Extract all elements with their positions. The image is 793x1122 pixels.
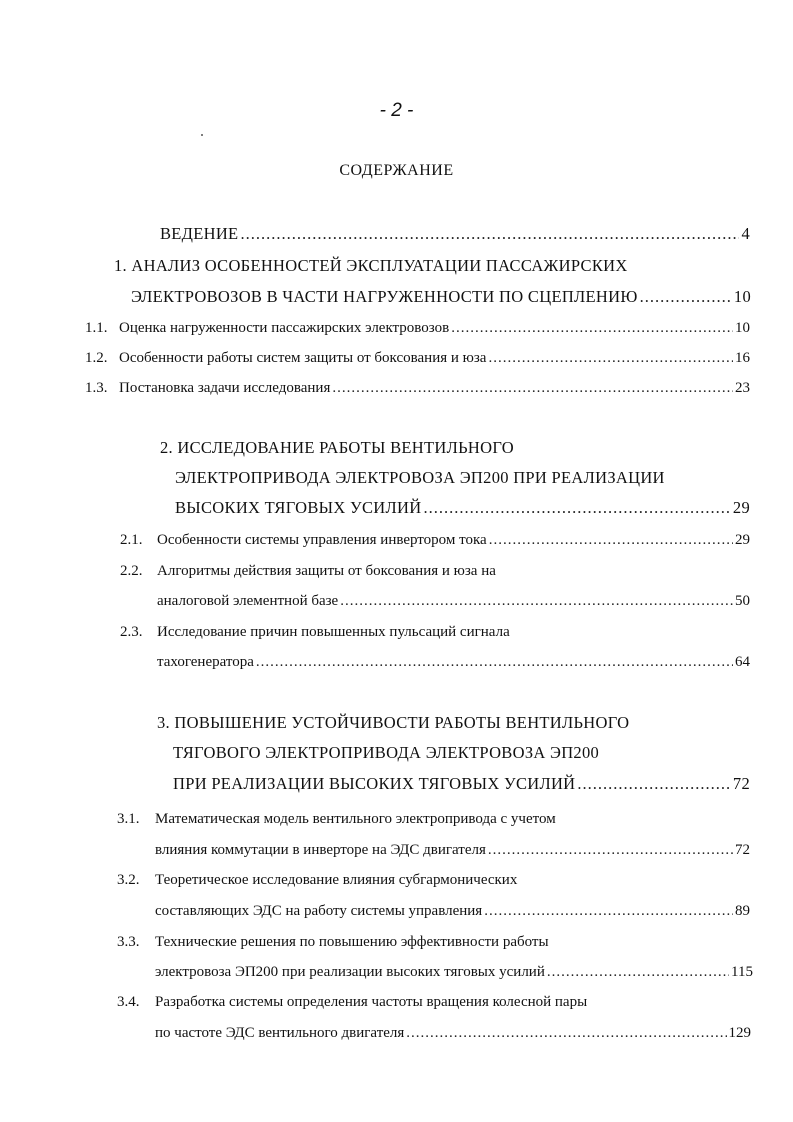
chapter-2-title-line-2: ЭЛЕКТРОПРИВОДА ЭЛЕКТРОВОЗА ЭП200 ПРИ РЕАЛИЗАЦИИ (175, 468, 665, 487)
section-title: Оценка нагруженности пассажирских электровозов (119, 320, 450, 336)
toc-entry-2-3-line-2 (157, 652, 750, 672)
section-page: 72 (735, 842, 750, 858)
section-title-continued: влияния коммутации в инверторе на ЭДС двигателя (155, 842, 486, 858)
toc-entry-page: 72 (732, 774, 750, 793)
section-page: 50 (735, 593, 750, 609)
toc-entry-chapter-2 (175, 498, 750, 518)
section-title: Исследование причин повышенных пульсаций сигнала (157, 624, 510, 640)
section-page: 29 (735, 532, 750, 548)
chapter-1-title-line-1: 1. АНАЛИЗ ОСОБЕННОСТЕЙ ЭКСПЛУАТАЦИИ ПАССАЖИРСКИХ (114, 256, 628, 275)
toc-entry-2-2-line-1 (120, 561, 496, 581)
toc-entry-3-3-line-1 (117, 932, 549, 952)
toc-entry-1-2 (85, 348, 750, 368)
section-number: 3.2. (117, 872, 140, 888)
toc-entry-2-2-line-2 (157, 591, 750, 611)
toc-entry-intro (160, 224, 750, 244)
toc-entry-page: 10 (733, 287, 751, 306)
section-title: Особенности работы систем защиты от боксования и юза (119, 350, 487, 366)
dot-leader (577, 774, 730, 794)
section-page: 10 (735, 320, 750, 336)
section-number: 2.2. (120, 563, 143, 579)
section-title: Математическая модель вентильного электропривода с учетом (155, 811, 556, 827)
section-title: Особенности системы управления инвертором тока (157, 532, 487, 548)
dot-leader (488, 348, 733, 368)
chapter-3-title-line-2: ТЯГОВОГО ЭЛЕКТРОПРИВОДА ЭЛЕКТРОВОЗА ЭП200 (173, 743, 600, 762)
section-title-continued: составляющих ЭДС на работу системы управления (155, 903, 483, 919)
chapter-2-title-line-3: ВЫСОКИХ ТЯГОВЫХ УСИЛИЙ (175, 498, 422, 517)
toc-entry-3-1-line-2 (155, 840, 750, 860)
toc-entry-title: ВЕДЕНИЕ (160, 224, 239, 243)
section-number: 2.1. (120, 532, 143, 548)
toc-entry-3-2-line-2 (155, 901, 750, 921)
dot-leader (340, 591, 733, 611)
chapter-2-title-line-1: 2. ИССЛЕДОВАНИЕ РАБОТЫ ВЕНТИЛЬНОГО (160, 438, 514, 457)
chapter-3-title-line-1: 3. ПОВЫШЕНИЕ УСТОЙЧИВОСТИ РАБОТЫ ВЕНТИЛЬНОГО (157, 713, 630, 732)
toc-entry-3-1-line-1 (117, 809, 556, 829)
section-number: 2.3. (120, 624, 143, 640)
section-title-continued: аналоговой элементной базе (157, 593, 339, 609)
section-title-continued: электровоза ЭП200 при реализации высоких тяговых усилий (155, 964, 545, 980)
dot-leader (640, 287, 732, 307)
section-number: 1.1. (85, 320, 108, 336)
section-title: Постановка задачи исследования (119, 380, 331, 396)
chapter-3-title-line-3: ПРИ РЕАЛИЗАЦИИ ВЫСОКИХ ТЯГОВЫХ УСИЛИЙ (173, 774, 576, 793)
section-page: 23 (735, 380, 750, 396)
page-number: - 2 - (379, 100, 414, 121)
toc-entry-3-4-line-1 (117, 992, 587, 1012)
section-number: 3.1. (117, 811, 140, 827)
dot-leader (240, 224, 739, 244)
dot-leader (406, 1023, 726, 1043)
dot-leader (489, 530, 733, 550)
dot-leader (547, 962, 729, 982)
section-title: Технические решения по повышению эффективности работы (155, 934, 549, 950)
dot-leader (332, 378, 733, 398)
section-title: Алгоритмы действия защиты от боксования и юза на (157, 563, 496, 579)
section-number: 1.2. (85, 350, 108, 366)
section-page: 16 (735, 350, 750, 366)
section-number: 3.4. (117, 994, 140, 1010)
section-number: 1.3. (85, 380, 108, 396)
section-page: 115 (731, 964, 753, 980)
section-page: 129 (728, 1025, 751, 1041)
dot-leader (256, 652, 733, 672)
dot-leader (423, 498, 730, 518)
dot-leader (488, 840, 733, 860)
toc-heading: СОДЕРЖАНИЕ (339, 162, 454, 179)
chapter-1-title-line-2: ЭЛЕКТРОВОЗОВ В ЧАСТИ НАГРУЖЕННОСТИ ПО СЦЕПЛЕНИЮ (131, 287, 638, 306)
dot-leader (484, 901, 733, 921)
section-page: 89 (735, 903, 750, 919)
toc-entry-3-3-line-2 (155, 962, 753, 982)
section-title-continued: по частоте ЭДС вентильного двигателя (155, 1025, 405, 1041)
toc-entry-3-2-line-1 (117, 870, 517, 890)
toc-entry-2-1 (120, 530, 750, 550)
toc-entry-3-4-line-2 (155, 1023, 751, 1043)
toc-entry-chapter-3 (173, 774, 750, 794)
toc-entry-page: 4 (741, 224, 750, 243)
section-title: Разработка системы определения частоты вращения колесной пары (155, 994, 588, 1010)
toc-entry-page: 29 (732, 498, 750, 517)
toc-entry-1-1 (85, 318, 750, 338)
toc-entry-1-3 (85, 378, 750, 398)
section-title: Теоретическое исследование влияния субгармонических (155, 872, 518, 888)
toc-entry-chapter-1 (131, 287, 751, 307)
section-page: 64 (735, 654, 750, 670)
toc-entry-2-3-line-1 (120, 622, 510, 642)
scan-speck (201, 134, 203, 136)
section-title-continued: тахогенератора (157, 654, 254, 670)
dot-leader (451, 318, 733, 338)
section-number: 3.3. (117, 934, 140, 950)
